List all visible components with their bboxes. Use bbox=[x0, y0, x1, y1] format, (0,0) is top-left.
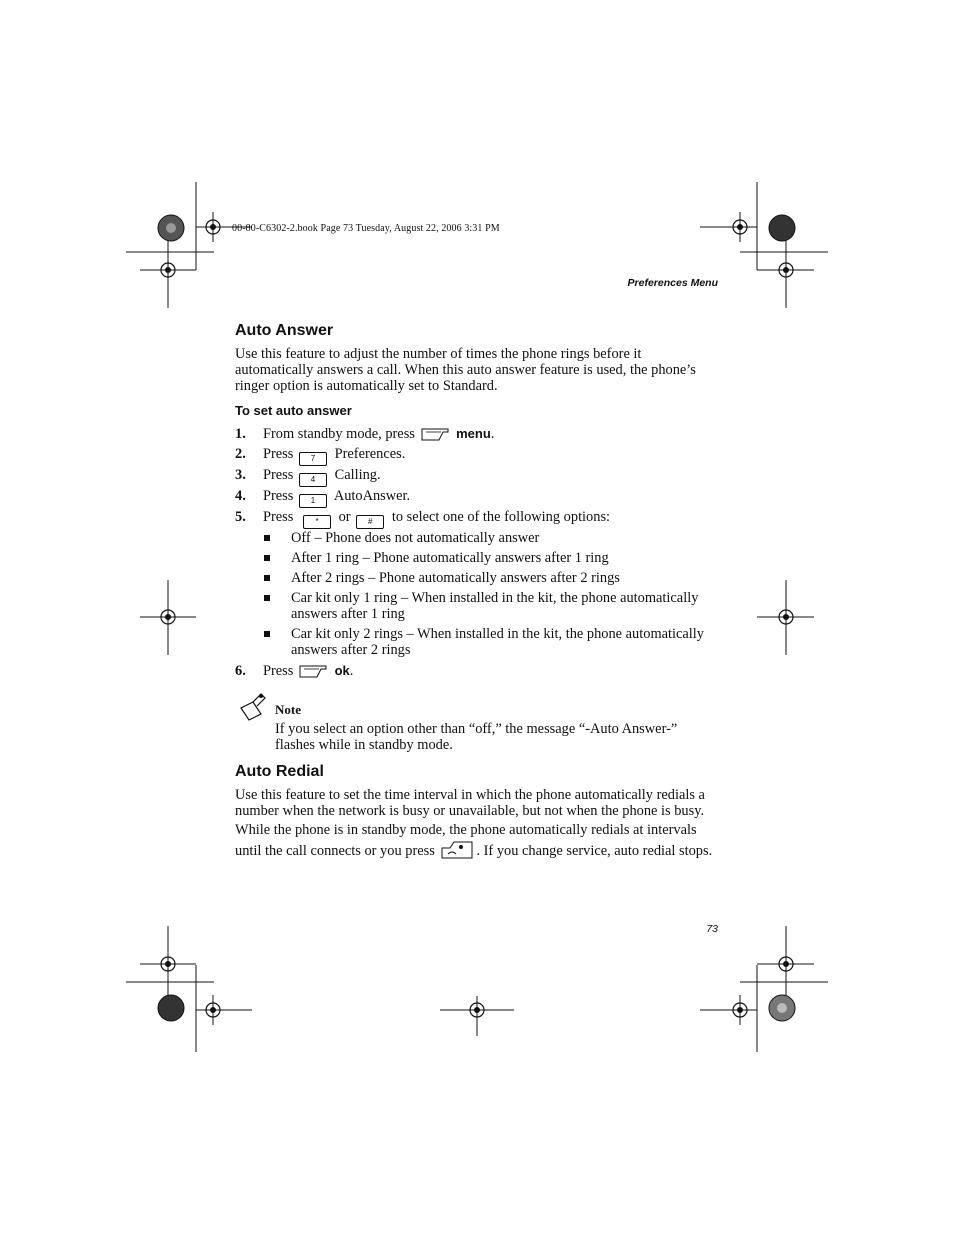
step-number: 5. bbox=[235, 509, 246, 525]
key-star-icon: * bbox=[303, 515, 331, 529]
step-text: Calling. bbox=[334, 467, 381, 483]
step-number: 1. bbox=[235, 426, 246, 442]
note-box bbox=[235, 702, 720, 753]
para-text: . If you change service, auto redial stops. bbox=[476, 843, 713, 859]
list-item: After 2 rings – Phone automatically answers after 2 rings bbox=[263, 570, 720, 586]
key-7-icon: 7 bbox=[299, 452, 327, 466]
step-number: 2. bbox=[235, 446, 246, 462]
list-item: Car kit only 2 rings – When installed in the kit, the phone automatically answers after 2 rings bbox=[263, 626, 720, 658]
step-6 bbox=[235, 662, 720, 682]
note-pencil-icon bbox=[239, 692, 269, 722]
step-text: Press bbox=[263, 663, 294, 679]
step-text: Press bbox=[263, 446, 294, 462]
section-title-auto-redial: Auto Redial bbox=[235, 763, 324, 780]
step-text-or: or bbox=[338, 509, 351, 525]
auto-answer-intro: Use this feature to adjust the number of times the phone rings before it automatically answers a call. When this auto answer feature is used, the phone’s ringer option is automatically set to Standard. bbox=[235, 346, 696, 394]
note-title: Note bbox=[275, 702, 301, 717]
list-item: Car kit only 1 ring – When installed in the kit, the phone automatically answers after 1 ring bbox=[263, 590, 720, 622]
key-4-icon: 4 bbox=[299, 473, 327, 487]
step-text: Press bbox=[263, 467, 294, 483]
step-text: Preferences. bbox=[334, 446, 406, 462]
left-softkey-icon bbox=[421, 428, 449, 441]
ok-label: ok bbox=[334, 663, 350, 678]
key-1-icon: 1 bbox=[299, 494, 327, 508]
list-item: Off – Phone does not automatically answer bbox=[263, 530, 720, 546]
step-number: 6. bbox=[235, 663, 246, 679]
running-head: Preferences Menu bbox=[627, 277, 718, 289]
end-key-icon bbox=[440, 840, 474, 860]
book-slug: 00-80-C6302-2.book Page 73 Tuesday, August 22, 2006 3:31 PM bbox=[232, 223, 500, 234]
period: . bbox=[490, 426, 495, 442]
auto-redial-para-1: Use this feature to set the time interval in which the phone automatically redials a number when the network is busy or unavailable, but not when the phone is busy. bbox=[235, 787, 705, 819]
step-text: From standby mode, press bbox=[263, 426, 415, 442]
list-item: After 1 ring – Phone automatically answers after 1 ring bbox=[263, 550, 720, 566]
auto-redial-para-2 bbox=[235, 821, 720, 861]
para-text: While the phone is in standby mode, the phone automatically redials at intervals until the call connects or you press bbox=[235, 822, 697, 859]
page-number: 73 bbox=[706, 923, 718, 935]
key-hash-icon: # bbox=[356, 515, 384, 529]
step-2 bbox=[235, 445, 720, 466]
left-softkey-icon bbox=[299, 665, 327, 678]
period: . bbox=[349, 663, 354, 679]
page-content bbox=[235, 321, 720, 861]
step-number: 4. bbox=[235, 488, 246, 504]
step-text: AutoAnswer. bbox=[333, 488, 411, 504]
section-title-auto-answer: Auto Answer bbox=[235, 322, 334, 339]
step-5 bbox=[235, 508, 720, 529]
step-4 bbox=[235, 487, 720, 508]
step-3 bbox=[235, 466, 720, 487]
step-text: Press bbox=[263, 509, 294, 525]
note-text: If you select an option other than “off,” the message “-Auto Answer-” flashes while in standby mode. bbox=[275, 721, 678, 753]
step-1 bbox=[235, 425, 720, 445]
procedure-title: To set auto answer bbox=[235, 403, 352, 418]
step-text: to select one of the following options: bbox=[391, 509, 611, 525]
step-text: Press bbox=[263, 488, 294, 504]
menu-label: menu bbox=[456, 426, 491, 441]
step-number: 3. bbox=[235, 467, 246, 483]
options-list bbox=[235, 530, 720, 658]
